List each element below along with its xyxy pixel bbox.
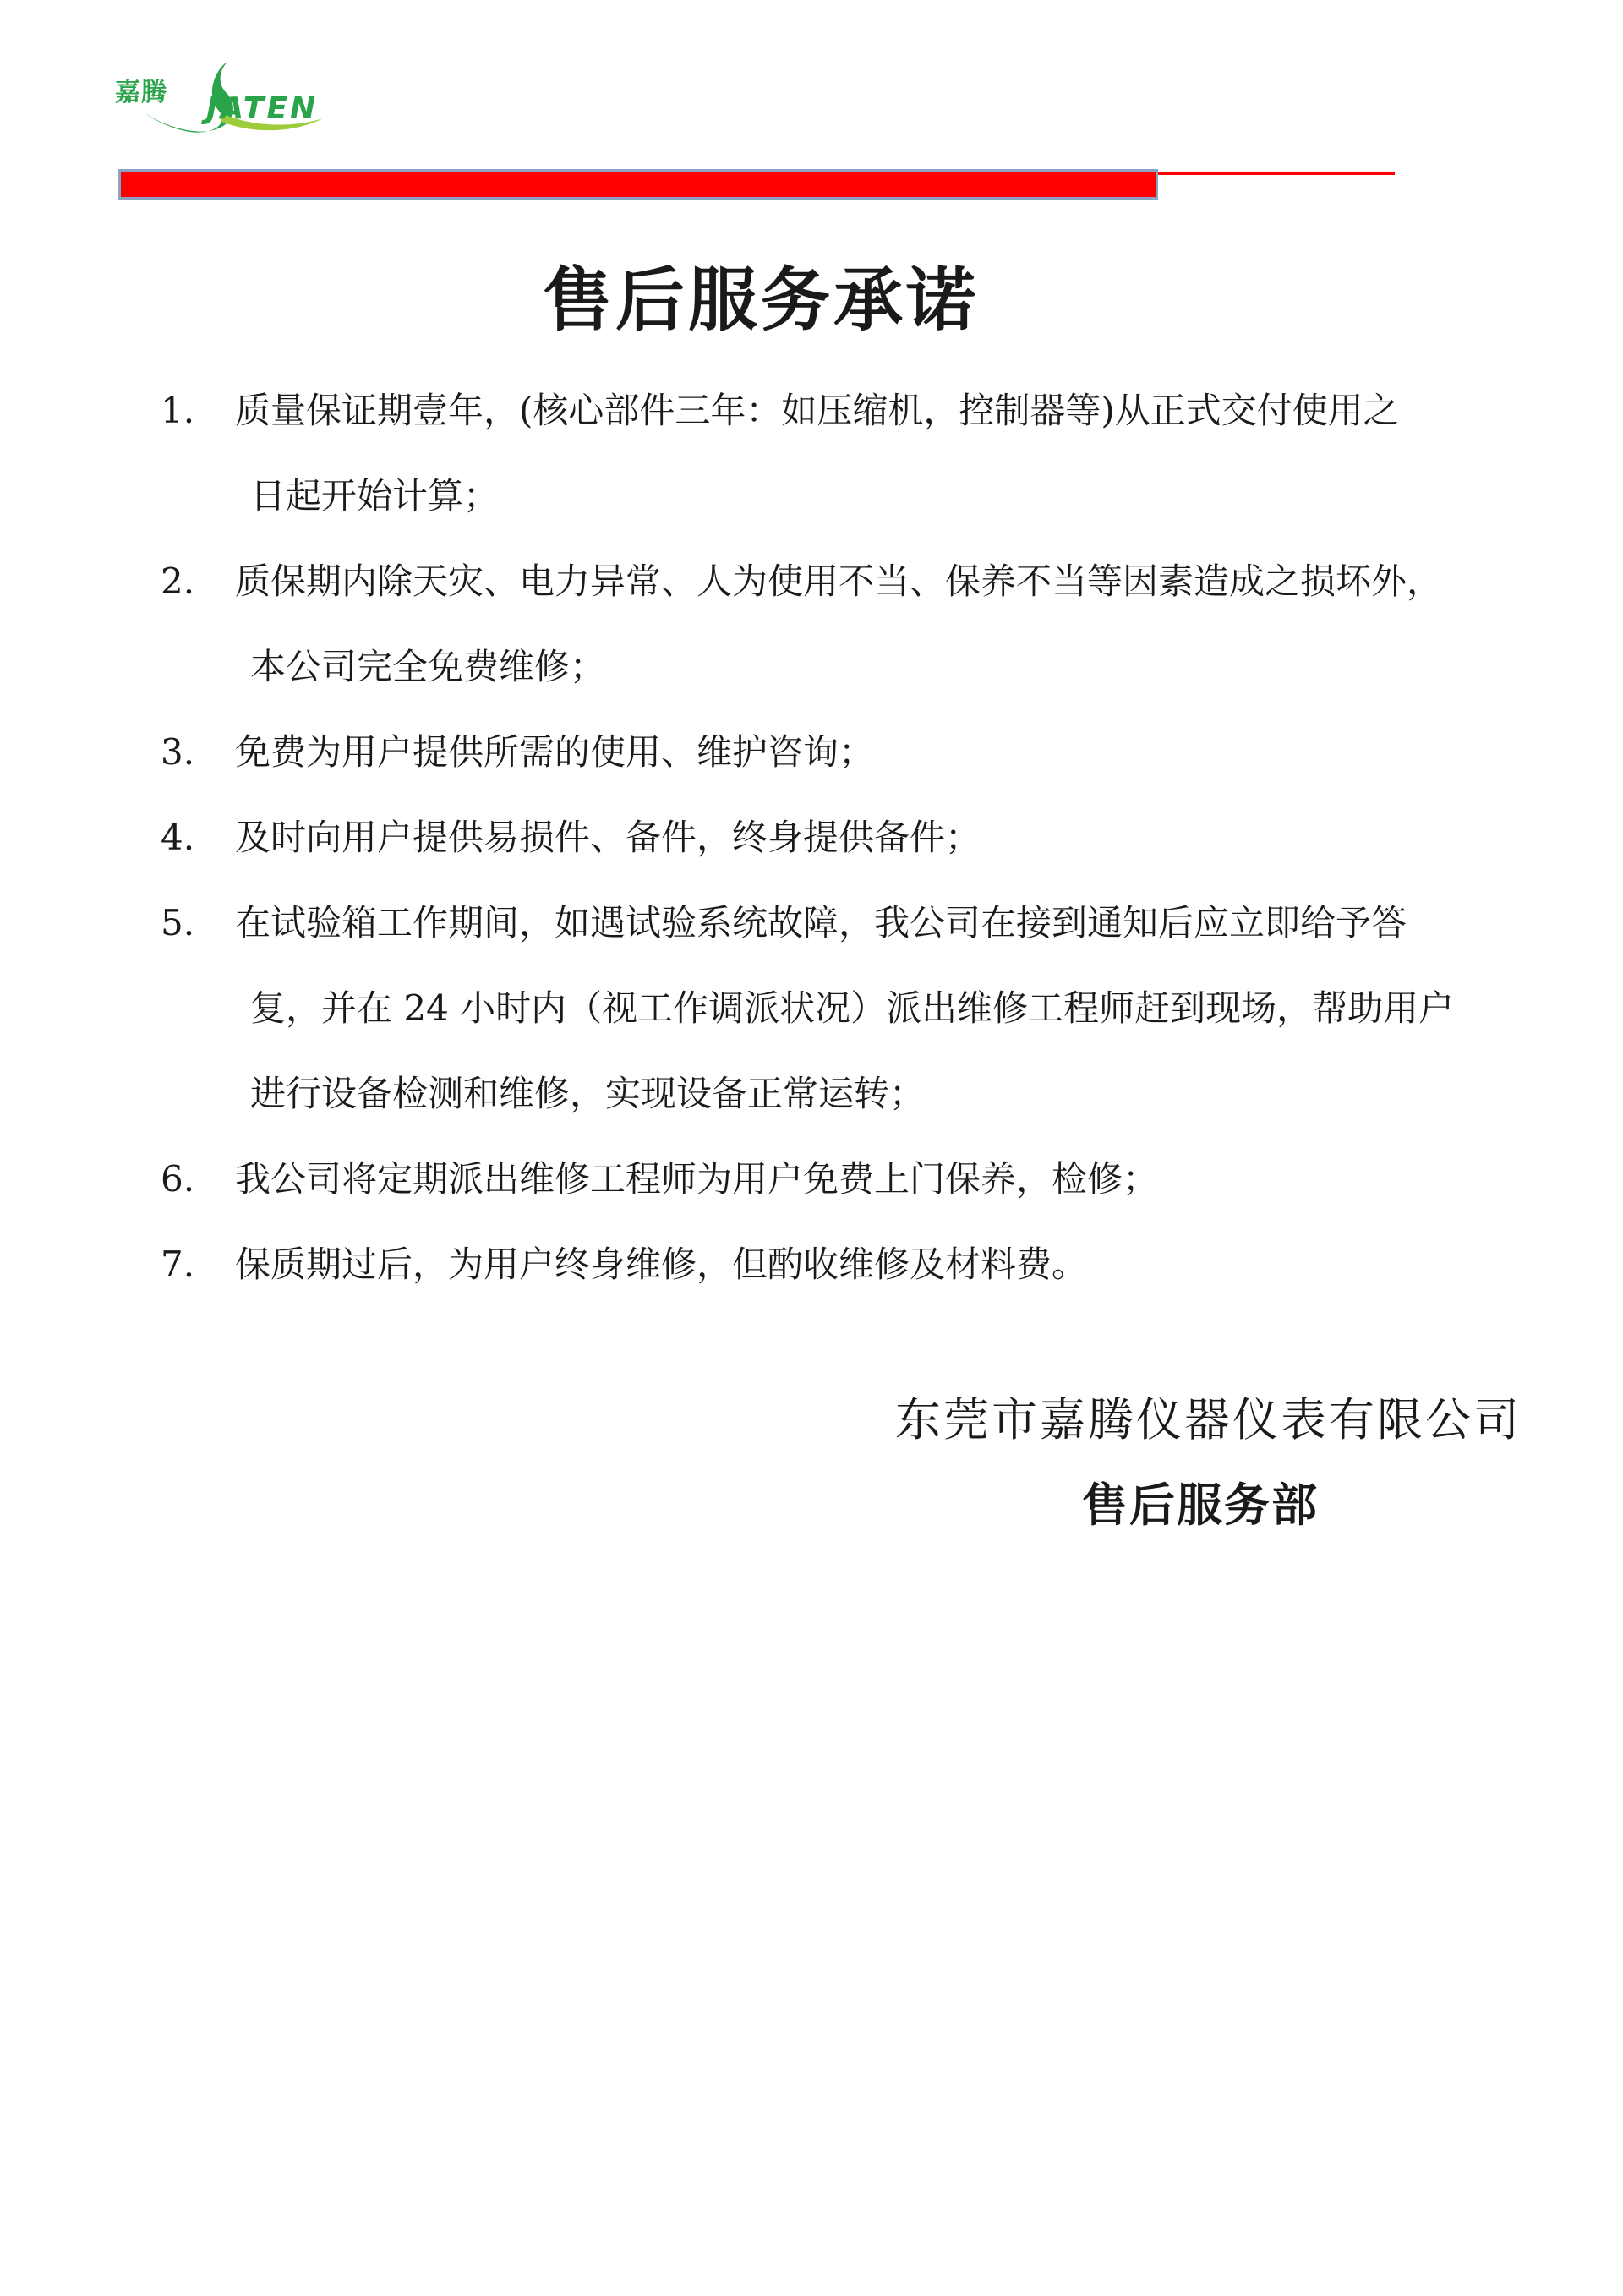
term-number: 1. bbox=[161, 390, 195, 431]
term-item-2-continued bbox=[161, 624, 1530, 709]
company-logo bbox=[112, 54, 331, 139]
term-number: 5. bbox=[161, 902, 195, 943]
header-red-line bbox=[1158, 172, 1395, 175]
term-text: 本公司完全免费维修； bbox=[250, 646, 606, 687]
term-text: 质保期内除天灾、电力异常、人为使用不当、保养不当等因素造成之损坏外， bbox=[235, 560, 1443, 602]
header-red-bar bbox=[118, 169, 1158, 200]
term-item-5 bbox=[161, 880, 1530, 965]
term-item-6 bbox=[161, 1136, 1530, 1222]
logo-english-name: JATEN bbox=[206, 91, 319, 126]
document-title: 售后服务承诺 bbox=[542, 260, 979, 341]
term-number: 6. bbox=[161, 1158, 195, 1200]
term-item-2 bbox=[161, 538, 1530, 624]
term-item-1 bbox=[161, 368, 1530, 453]
term-item-4 bbox=[161, 795, 1530, 880]
term-item-7 bbox=[161, 1222, 1530, 1307]
term-number: 2. bbox=[161, 560, 195, 602]
term-number: 4. bbox=[161, 817, 195, 858]
term-text: 免费为用户提供所需的使用、维护咨询； bbox=[235, 731, 875, 773]
term-text: 进行设备检测和维修，实现设备正常运转； bbox=[250, 1073, 926, 1114]
term-text: 在试验箱工作期间，如遇试验系统故障，我公司在接到通知后应立即给予答 bbox=[235, 902, 1407, 943]
department-name: 售后服务部 bbox=[1082, 1478, 1319, 1532]
term-item-5-continued bbox=[161, 965, 1530, 1051]
company-name: 东莞市嘉腾仪器仪表有限公司 bbox=[895, 1393, 1522, 1446]
service-terms-list bbox=[161, 368, 1530, 1307]
term-number: 7. bbox=[161, 1244, 195, 1285]
term-item-1-continued bbox=[161, 453, 1530, 538]
term-text: 质量保证期壹年，(核心部件三年：如压缩机，控制器等)从正式交付使用之 bbox=[235, 390, 1399, 431]
term-text: 日起开始计算； bbox=[250, 475, 500, 517]
term-text: 及时向用户提供易损件、备件，终身提供备件； bbox=[235, 817, 981, 858]
term-text: 我公司将定期派出维修工程师为用户免费上门保养，检修； bbox=[235, 1158, 1159, 1200]
term-item-3 bbox=[161, 709, 1530, 795]
term-item-5-continued bbox=[161, 1051, 1530, 1136]
term-number: 3. bbox=[161, 731, 195, 773]
term-text: 复，并在 24 小时内（视工作调派状况）派出维修工程师赶到现场，帮助用户 bbox=[250, 987, 1455, 1029]
term-text: 保质期过后，为用户终身维修，但酌收维修及材料费。 bbox=[235, 1244, 1088, 1285]
signature-block bbox=[871, 1378, 1522, 1547]
logo-chinese-name: 嘉腾 bbox=[115, 78, 167, 107]
